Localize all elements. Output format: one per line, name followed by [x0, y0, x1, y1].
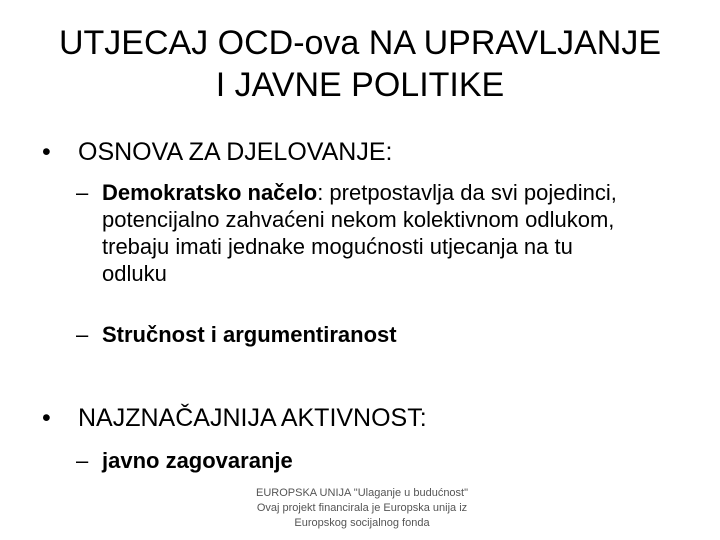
subitem-marker: –	[76, 322, 89, 347]
subitem-text: : pretpostavlja da svi pojedinci, potencijalno zahvaćeni nekom kolektivnom odlukom, trebaju imati jednake mogućnosti utjecanja na tu odluku	[102, 180, 617, 286]
bullet-text: OSNOVA ZA DJELOVANJE:	[78, 138, 393, 166]
bullet-marker: •	[42, 404, 51, 432]
subitem-demokratsko-nacelo	[76, 179, 636, 287]
subitem-bold-term: javno zagovaranje	[102, 448, 293, 473]
subitem-bold-term: Demokratsko načelo	[102, 180, 318, 205]
title-line-1: UTJECAJ OCD-ova NA UPRAVLJANJE	[58, 24, 662, 62]
subitem-marker: –	[76, 448, 89, 473]
title-line-2: I JAVNE POLITIKE	[215, 66, 505, 104]
subitem-body	[102, 447, 636, 474]
subitem-body	[102, 179, 636, 287]
subitem-bold-term: Stručnost i argumentiranost	[102, 322, 397, 347]
bullet-text: NAJZNAČAJNIJA AKTIVNOST:	[78, 404, 427, 432]
slide-title	[40, 22, 680, 106]
subitem-body	[102, 321, 636, 348]
subitem-strucnost	[76, 321, 636, 348]
bullet-marker: •	[42, 138, 51, 166]
subitem-javno-zagovaranje	[76, 447, 636, 474]
eu-funding-footer: EUROPSKA UNIJA "Ulaganje u budućnost" Ovaj projekt financirala je Europska unija iz Europskog socijalnog fonda	[255, 487, 469, 529]
subitem-marker: –	[76, 180, 89, 205]
